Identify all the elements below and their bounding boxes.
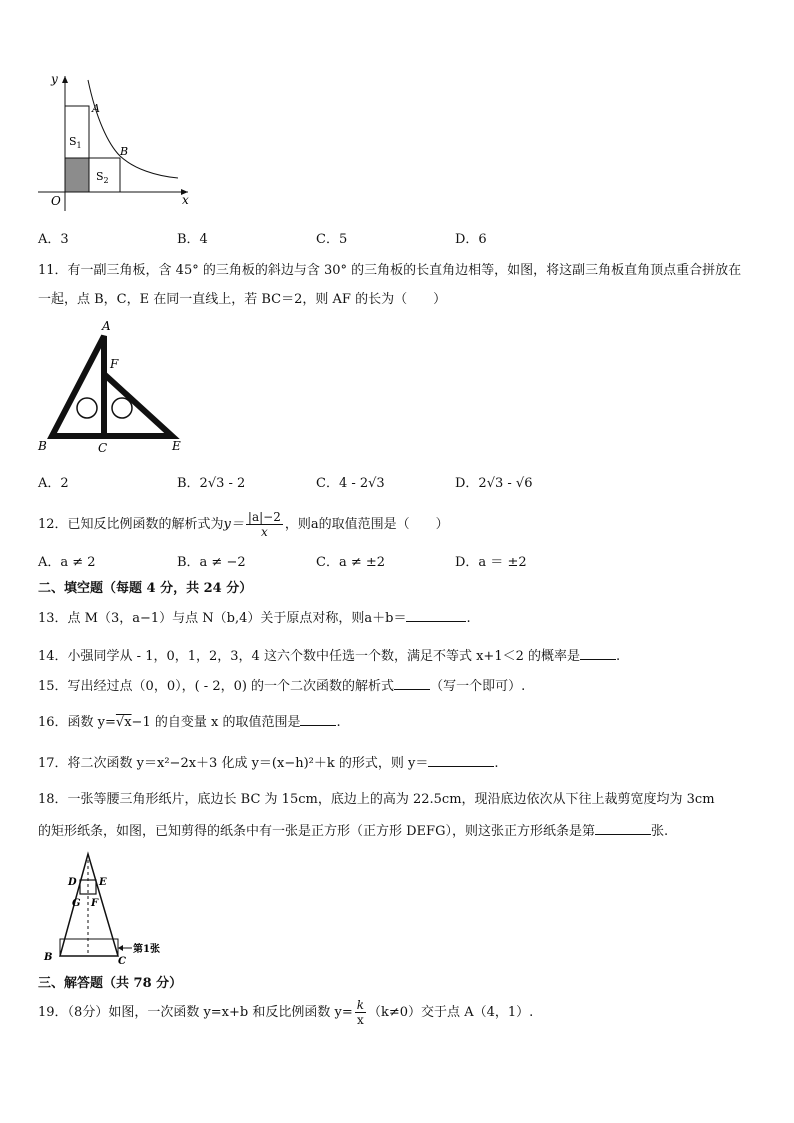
- answer-blank[interactable]: [406, 607, 466, 622]
- option-a[interactable]: A．3: [38, 232, 69, 247]
- point-b-label: B: [44, 952, 53, 963]
- point-a-label: A: [102, 319, 111, 333]
- s2-label: $S_2$: [96, 170, 109, 185]
- x-axis-label: x: [182, 193, 189, 207]
- option-b[interactable]: B．2√3 - 2: [177, 476, 246, 491]
- question-18-line-1: 18．一张等腰三角形纸片，底边长 BC 为 15cm，底边上的高为 22.5cm，现沿底边依次从下往上裁剪宽度均为 3cm: [38, 792, 715, 807]
- question-12: 12．已知反比例函数的解析式为y＝ $\frac{|a|-2}{x}$ ，则a的取值范围是（ ）: [38, 510, 449, 539]
- point-c-label: C: [118, 956, 126, 965]
- option-b[interactable]: B．a ≠ −2: [177, 555, 246, 570]
- answer-blank[interactable]: [394, 675, 430, 690]
- point-e-label: E: [99, 877, 107, 888]
- option-d[interactable]: D．a ＝ ±2: [455, 555, 527, 570]
- point-e-label: E: [172, 439, 181, 453]
- s1-label: $S_1$: [69, 135, 82, 150]
- answer-blank[interactable]: [300, 711, 336, 726]
- q10-figure: [30, 66, 200, 216]
- answer-blank[interactable]: [595, 820, 651, 835]
- question-13: 13．点 M（3，a−1）与点 N（b,4）关于原点对称，则a＋b＝ .: [38, 607, 754, 629]
- y-axis-label: y: [51, 72, 58, 86]
- fraction: $\frac{|a|-2}{x}$: [247, 510, 281, 539]
- section-2-heading: 二、填空题（每题 4 分，共 24 分）: [38, 581, 253, 596]
- point-a-label: A: [92, 102, 100, 115]
- question-16: 16．函数 y=√x−1 的自变量 x 的取值范围是 .: [38, 711, 754, 733]
- section-3-heading: 三、解答题（共 78 分）: [38, 976, 183, 991]
- question-18-line-2: 的矩形纸条，如图，已知剪得的纸条中有一张是正方形（正方形 DEFG），则这张正方形纸条是第 张.: [38, 820, 754, 842]
- question-14: 14．小强同学从 - 1，0，1，2，3，4 这六个数中任选一个数，满足不等式 x+1＜2 的概率是 .: [38, 645, 754, 667]
- point-b-label: B: [120, 145, 129, 158]
- q12-options: [38, 551, 738, 570]
- point-d-label: D: [68, 877, 77, 888]
- q18-figure: [38, 850, 178, 965]
- option-d[interactable]: D．2√3 - √6: [455, 476, 533, 491]
- option-d[interactable]: D．6: [455, 232, 487, 247]
- q11-figure: [32, 316, 192, 456]
- sqrt-x: √x: [115, 715, 132, 730]
- option-b[interactable]: B．4: [177, 232, 208, 247]
- point-c-label: C: [98, 441, 108, 455]
- option-a[interactable]: A．a ≠ 2: [38, 555, 96, 570]
- option-a[interactable]: A．2: [38, 476, 69, 491]
- question-17: 17．将二次函数 y＝x²−2x＋3 化成 y＝(x−h)²＋k 的形式，则 y＝ .: [38, 752, 754, 774]
- question-15: 15．写出经过点（0，0），( - 2，0) 的一个二次函数的解析式 （写一个即可）.: [38, 675, 754, 697]
- point-f-label: F: [91, 898, 99, 909]
- q10-options: [38, 228, 738, 247]
- point-b-label: B: [38, 439, 47, 453]
- option-c[interactable]: C．4 - 2√3: [316, 476, 385, 491]
- fraction: $\frac{k}{x}$: [356, 998, 365, 1027]
- origin-label: O: [51, 194, 61, 208]
- question-11: 11．有一副三角板，含 45° 的三角板的斜边与含 30° 的三角板的长直角边相等，如图，将这副三角板直角顶点重合拼放在一起，点 B，C，E 在同一直线上，若 BC＝2，则 AF 的长为（ ）: [38, 263, 742, 307]
- point-g-label: G: [72, 898, 81, 909]
- question-19: 19．（8分）如图，一次函数 y=x+b 和反比例函数 y= $\frac{k}{x}$ （k≠0）交于点 A（4，1）.: [38, 998, 534, 1027]
- answer-blank[interactable]: [428, 752, 494, 767]
- first-strip-note: 第1张: [133, 944, 160, 955]
- point-f-label: F: [110, 357, 119, 371]
- q11-options: [38, 472, 738, 491]
- option-c[interactable]: C．5: [316, 232, 348, 247]
- option-c[interactable]: C．a ≠ ±2: [316, 555, 386, 570]
- answer-blank[interactable]: [580, 645, 616, 660]
